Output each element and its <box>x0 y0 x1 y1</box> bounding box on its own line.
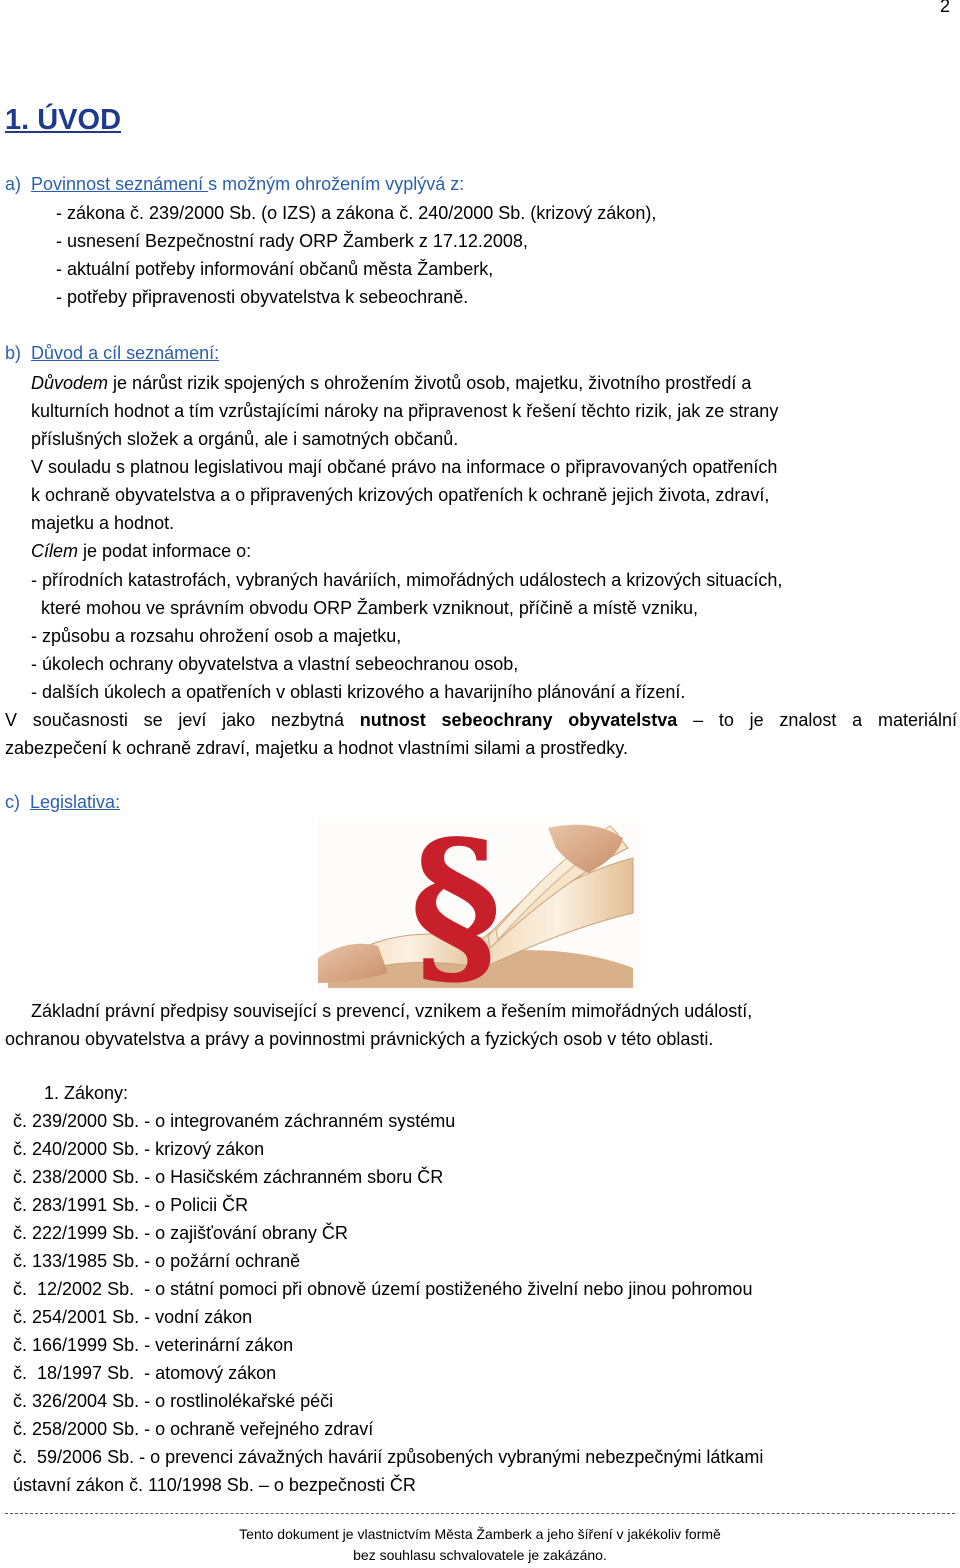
legislation-intro: Základní právní předpisy související s prevencí, vznikem a řešením mimořádných událostí, <box>31 1001 753 1021</box>
section-c-marker: c) <box>5 792 20 812</box>
law-item: č. 222/1999 Sb. - o zajišťování obrany ČR <box>13 1223 348 1243</box>
conclusion-line-2: zabezpečení k ochraně zdraví, majetku a hodnot vlastními silami a prostředky. <box>5 738 628 758</box>
section-b-line: příslušných složek a orgánů, ale i samotných občanů. <box>31 429 459 449</box>
line-text: – to je znalost a materiální <box>677 710 957 730</box>
goal-item: které mohou ve správním obvodu ORP Žamberk vzniknout, příčině a místě vzniku, <box>31 598 698 618</box>
chapter-title: 1. ÚVOD <box>5 104 122 136</box>
section-a-link[interactable]: Povinnost seznámení <box>31 174 209 194</box>
footer-line: bez souhlasu schvalovatele je zakázáno. <box>353 1547 607 1563</box>
law-item: č. 239/2000 Sb. - o integrovaném záchranném systému <box>13 1111 456 1131</box>
section-a-heading-rest: s možným ohrožením vyplývá z: <box>208 174 465 194</box>
section-b-line: V souladu s platnou legislativou mají občané právo na informace o připravovaných opatřeních <box>31 457 778 477</box>
law-item: č. 326/2004 Sb. - o rostlinolékařské péči <box>13 1391 334 1411</box>
goal-item: - úkolech ochrany obyvatelstva a vlastní sebeochranou osob, <box>31 654 519 674</box>
line-text: je nárůst rizik spojených s ohrožením životů osob, majetku, životního prostředí a <box>108 373 752 393</box>
legislation-intro: ochranou obyvatelstva a právy a povinnostmi právnických a fyzických osob v této oblasti. <box>5 1029 714 1049</box>
goal-item: - dalších úkolech a opatřeních v oblasti krizového a havarijního plánování a řízení. <box>31 682 686 702</box>
section-a-item: - zákona č. 239/2000 Sb. (o IZS) a zákona č. 240/2000 Sb. (krizový zákon), <box>56 203 657 223</box>
bold-emphasis: nutnost sebeochrany obyvatelstva <box>359 710 678 730</box>
goal-item: - způsobu a rozsahu ohrožení osob a majetku, <box>31 626 402 646</box>
law-item: č. 12/2002 Sb. - o státní pomoci při obnově území postiženého živelní nebo jinou pohromou <box>13 1279 753 1299</box>
svg-text:§: § <box>410 818 502 991</box>
section-b-line: kulturních hodnot a tím vzrůstajícími nároky na připravenost k řešení těchto rizik, jak ze strany <box>31 401 779 421</box>
section-b-line <box>31 369 751 397</box>
law-item: č. 59/2006 Sb. - o prevenci závažných havárií způsobených vybranými nebezpečnými látkami <box>13 1447 764 1467</box>
laws-heading: 1. Zákony: <box>44 1083 129 1103</box>
section-c-link[interactable]: Legislativa: <box>30 792 121 812</box>
law-item: ústavní zákon č. 110/1998 Sb. – o bezpečnosti ČR <box>13 1475 416 1495</box>
section-a-item: - usnesení Bezpečnostní rady ORP Žamberk z 17.12.2008, <box>56 231 528 251</box>
law-item: č. 258/2000 Sb. - o ochraně veřejného zdraví <box>13 1419 374 1439</box>
law-item: č. 166/1999 Sb. - veterinární zákon <box>13 1335 294 1355</box>
emphasis-text: Důvodem <box>31 373 109 393</box>
law-item: č. 238/2000 Sb. - o Hasičském záchranném sboru ČR <box>13 1167 444 1187</box>
line-text: V současnosti se jeví jako nezbytná <box>5 710 360 730</box>
section-b-line: k ochraně obyvatelstva a o připravených krizových opatřeních k ochraně jejich života, zdraví, <box>31 485 770 505</box>
section-a-marker: a) <box>5 174 22 194</box>
section-c-heading <box>5 792 120 813</box>
section-b-marker: b) <box>5 343 22 363</box>
emphasis-text: Cílem <box>31 541 79 561</box>
law-item: č. 283/1991 Sb. - o Policii ČR <box>13 1195 249 1215</box>
law-item: č. 18/1997 Sb. - atomový zákon <box>13 1363 277 1383</box>
footer-divider <box>5 1513 955 1514</box>
law-item: č. 240/2000 Sb. - krizový zákon <box>13 1139 265 1159</box>
law-item: č. 133/1985 Sb. - o požární ochraně <box>13 1251 301 1271</box>
section-b-line: majetku a hodnot. <box>31 513 175 533</box>
line-text: je podat informace o: <box>78 541 252 561</box>
section-b-heading <box>5 343 219 364</box>
section-b-goal-intro <box>31 537 251 565</box>
goal-item: - přírodních katastrofách, vybraných haváriích, mimořádných událostech a krizových situacích, <box>31 570 783 590</box>
footer-line: Tento dokument je vlastnictvím Města Žamberk a jeho šíření v jakékoliv formě <box>239 1526 721 1542</box>
section-b-link[interactable]: Důvod a cíl seznámení: <box>31 343 220 363</box>
section-a-heading <box>5 174 464 195</box>
section-a-item: - aktuální potřeby informování občanů města Žamberk, <box>56 259 494 279</box>
paragraph-sign-book-icon <box>318 818 641 991</box>
section-a-item: - potřeby připravenosti obyvatelstva k sebeochraně. <box>56 287 469 307</box>
law-item: č. 254/2001 Sb. - vodní zákon <box>13 1307 253 1327</box>
page-number: 2 <box>940 0 951 16</box>
